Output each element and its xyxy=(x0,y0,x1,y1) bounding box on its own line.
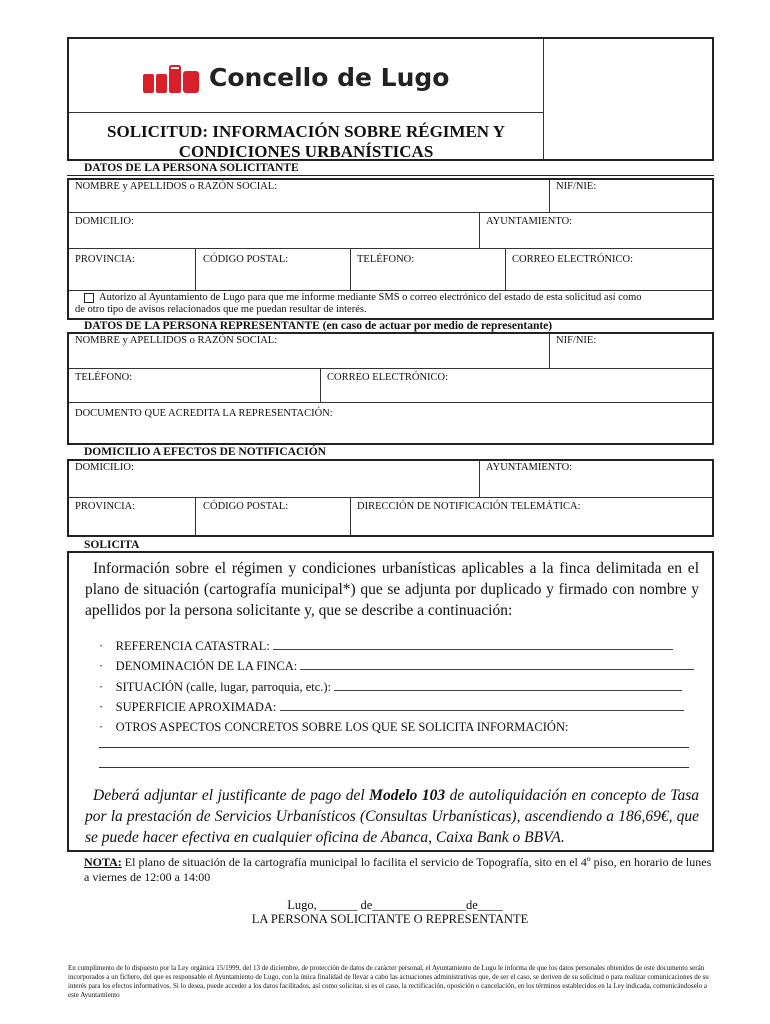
pago-instructions: Deberá adjuntar el justificante de pago del Modelo 103 de autoliquidación en concepto de Tasa por la prestación de Servicios Urbanísticos (Consultas Urbanísticas), ascendiendo a 186,69€, que se puede hacer efectiva en cualquier oficina de Abanca, Caixa Bank o BBVA. xyxy=(85,787,700,846)
page-title xyxy=(69,122,543,162)
item-superficie[interactable]: · SUPERFICIE APROXIMADA: xyxy=(99,700,684,715)
item-situacion[interactable]: · SITUACIÓN (calle, lugar, parroquia, etc.): xyxy=(99,680,682,695)
item-referencia-catastral[interactable]: · REFERENCIA CATASTRAL: xyxy=(99,639,673,654)
notificacion-domicilio-label: DOMICILIO: xyxy=(75,462,134,473)
item-label: SITUACIÓN (calle, lugar, parroquia, etc.): xyxy=(115,680,332,694)
concello-logo xyxy=(143,63,523,97)
notificacion-direccion-label: DIRECCIÓN DE NOTIFICACIÓN TELEMÁTICA: xyxy=(357,501,581,512)
modelo-103: Modelo 103 xyxy=(369,787,446,804)
notificacion-box xyxy=(67,459,714,537)
nota-text: El plano de situación de la cartografía municipal lo facilita el servicio de Topografía, sito en el 4º piso, en horario de lunes a viernes de 12:00 a 14:00 xyxy=(84,855,712,884)
autorizo-text-line-1: Autorizo al Ayuntamiento de Lugo para que me informe mediante SMS o correo electrónico del estado de esta solicitud así como xyxy=(99,292,642,303)
section-solicitante-heading: DATOS DE LA PERSONA SOLICITANTE xyxy=(84,162,299,174)
notificacion-provincia-label: PROVINCIA: xyxy=(75,501,136,512)
firma-firmante: LA PERSONA SOLICITANTE O REPRESENTANTE xyxy=(251,912,529,926)
representante-correo-label: CORREO ELECTRÓNICO: xyxy=(327,372,449,383)
representante-nombre-label: NOMBRE y APELLIDOS o RAZÓN SOCIAL: xyxy=(75,335,278,346)
otros-aspectos-line-2[interactable] xyxy=(99,767,689,768)
firma-lugar: Lugo, ______ de_______________de____ xyxy=(287,898,503,912)
autorizo-text-line-2: de otro tipo de avisos relacionados que me puedan resultar de interés. xyxy=(75,304,367,315)
item-label: SUPERFICIE APROXIMADA: xyxy=(115,700,277,714)
solicitante-cp-label: CÓDIGO POSTAL: xyxy=(203,254,289,265)
legal-notice: En cumplimento de lo dispuesto por la Ley orgánica 15/1999, del 13 de diciembre, de protección de datos de carácter personal, el Ayuntamiento de Lugo le informa de que los datos personales obtenidos de este documento serán incorporados a un fichero, del que es responsable el Ayuntamiento de Lugo, con la única finalidad de llevar a cabo las actuaciones administrativas que, de ser el caso, se deriven de su solicitud o para realizar comunicaciones de su interés para los efectos informativos. Si lo desea, puede acceder a los datos facilitados, así como solicitar, si es el caso, la rectificación, oposición o cancelación, en los términos establecidos en la Ley indicada, comunicándoselo a este Ayuntamiento xyxy=(68,964,709,999)
solicitante-provincia-label: PROVINCIA: xyxy=(75,254,136,265)
item-denominacion-finca[interactable]: · DENOMINACIÓN DE LA FINCA: xyxy=(99,659,694,674)
solicitante-telefono-label: TELÉFONO: xyxy=(357,254,415,265)
logo-text: Concello de Lugo xyxy=(209,63,450,92)
section-notificacion-heading: DOMICILIO A EFECTOS DE NOTIFICACIÓN xyxy=(84,446,326,458)
notificacion-cp-label: CÓDIGO POSTAL: xyxy=(203,501,289,512)
header-box xyxy=(67,37,714,161)
solicitante-domicilio-label: DOMICILIO: xyxy=(75,216,134,227)
section-solicita-heading: SOLICITA xyxy=(84,539,140,551)
item-label: REFERENCIA CATASTRAL: xyxy=(115,639,270,653)
nota xyxy=(84,855,714,885)
item-otros-aspectos: · OTROS ASPECTOS CONCRETOS SOBRE LOS QUE SE SOLICITA INFORMACIÓN: xyxy=(99,720,569,734)
solicitante-nif-label: NIF/NIE: xyxy=(556,181,597,192)
title-line-1: SOLICITUD: INFORMACIÓN SOBRE RÉGIMEN Y xyxy=(107,122,505,141)
representante-nif-label: NIF/NIE: xyxy=(556,335,597,346)
solicitante-ayuntamiento-label: AYUNTAMIENTO: xyxy=(486,216,573,227)
solicitante-correo-label: CORREO ELECTRÓNICO: xyxy=(512,254,634,265)
solicita-text: Información sobre el régimen y condiciones urbanísticas aplicables a la finca delimitada en el plano de situación (cartografía municipal*) que se adjunta por duplicado y firmado con nombre y apellidos por la persona solicitante y, que se describe a continuación: xyxy=(85,560,699,619)
nota-label: NOTA: xyxy=(84,855,122,869)
item-label: OTROS ASPECTOS CONCRETOS SOBRE LOS QUE SE SOLICITA INFORMACIÓN: xyxy=(115,720,569,734)
title-line-2: CONDICIONES URBANÍSTICAS xyxy=(178,142,434,161)
logo-icon xyxy=(143,65,201,95)
notificacion-ayuntamiento-label: AYUNTAMIENTO: xyxy=(486,462,573,473)
solicitante-nombre-label: NOMBRE y APELLIDOS o RAZÓN SOCIAL: xyxy=(75,181,278,192)
solicitante-box xyxy=(67,178,714,320)
autorizo-checkbox[interactable] xyxy=(84,293,94,303)
otros-aspectos-line-1[interactable] xyxy=(99,747,689,748)
item-label: DENOMINACIÓN DE LA FINCA: xyxy=(115,659,298,673)
representante-box xyxy=(67,332,714,445)
solicita-box xyxy=(67,551,714,852)
representante-telefono-label: TELÉFONO: xyxy=(75,372,133,383)
representante-documento-label: DOCUMENTO QUE ACREDITA LA REPRESENTACIÓN: xyxy=(75,408,333,419)
section-representante-heading: DATOS DE LA PERSONA REPRESENTANTE (en caso de actuar por medio de representante) xyxy=(84,320,553,332)
